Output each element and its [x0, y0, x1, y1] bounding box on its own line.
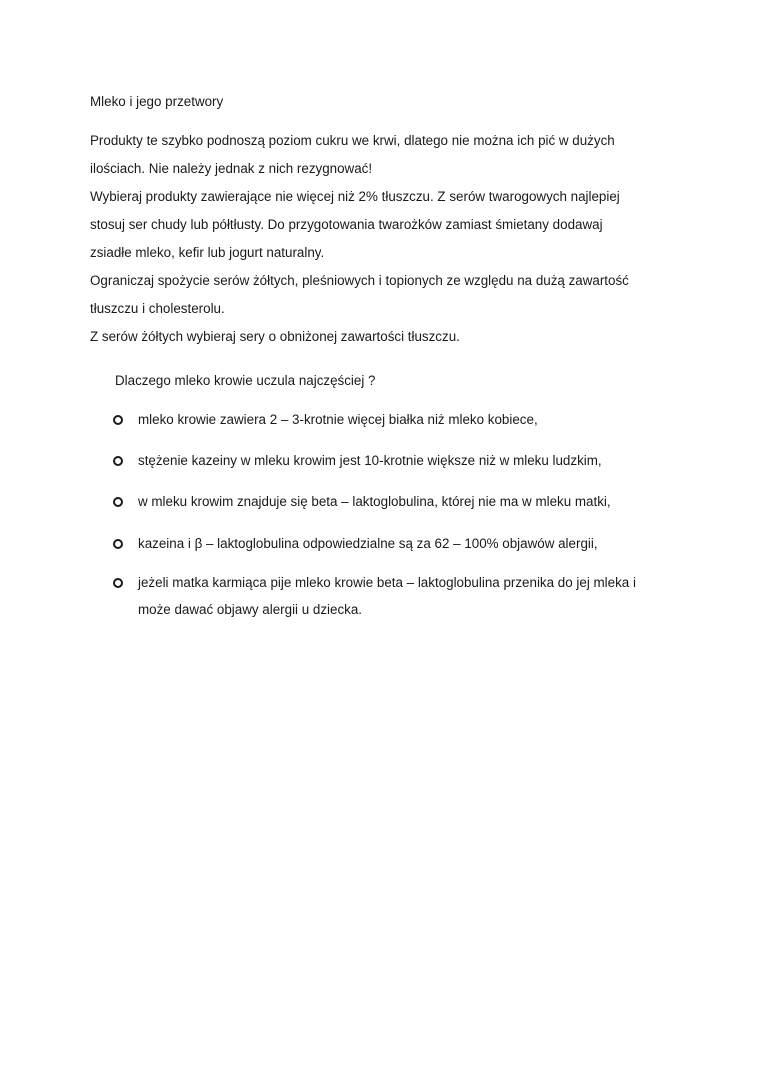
document-title: Mleko i jego przetwory	[90, 94, 224, 109]
paragraph-line: ilościach. Nie należy jednak z nich rezygnować!	[90, 161, 373, 176]
list-item-text: mleko krowie zawiera 2 – 3-krotnie więcej białka niż mleko kobiece,	[138, 412, 538, 427]
circle-bullet-icon	[113, 456, 123, 466]
list-item-text: w mleku krowim znajduje się beta – laktoglobulina, której nie ma w mleku matki,	[138, 494, 611, 509]
paragraph-line: zsiadłe mleko, kefir lub jogurt naturalny.	[90, 245, 325, 260]
question-heading: Dlaczego mleko krowie uczula najczęściej ?	[115, 373, 376, 388]
list-item-text: stężenie kazeiny w mleku krowim jest 10-krotnie większe niż w mleku ludzkim,	[138, 453, 602, 468]
paragraph-line: Produkty te szybko podnoszą poziom cukru we krwi, dlatego nie można ich pić w dużych	[90, 133, 615, 148]
paragraph-line: Wybieraj produkty zawierające nie więcej niż 2% tłuszczu. Z serów twarogowych najlepiej	[90, 189, 620, 204]
circle-bullet-icon	[113, 539, 123, 549]
intro-paragraph	[90, 131, 690, 355]
circle-bullet-icon	[113, 415, 123, 425]
circle-bullet-icon	[113, 497, 123, 507]
paragraph-line: stosuj ser chudy lub półtłusty. Do przygotowania twarożków zamiast śmietany dodawaj	[90, 217, 603, 232]
paragraph-line: Z serów żółtych wybieraj sery o obniżonej zawartości tłuszczu.	[90, 329, 460, 344]
paragraph-line: Ograniczaj spożycie serów żółtych, pleśniowych i topionych ze względu na dużą zawartość	[90, 273, 629, 288]
list-item-text: kazeina i β – laktoglobulina odpowiedzialne są za 62 – 100% objawów alergii,	[138, 536, 598, 551]
list-item-text-continued: może dawać objawy alergii u dziecka.	[138, 602, 363, 617]
paragraph-line: tłuszczu i cholesterolu.	[90, 301, 225, 316]
circle-bullet-icon	[113, 578, 123, 588]
list-item-text: jeżeli matka karmiąca pije mleko krowie beta – laktoglobulina przenika do jej mleka i	[138, 575, 636, 590]
